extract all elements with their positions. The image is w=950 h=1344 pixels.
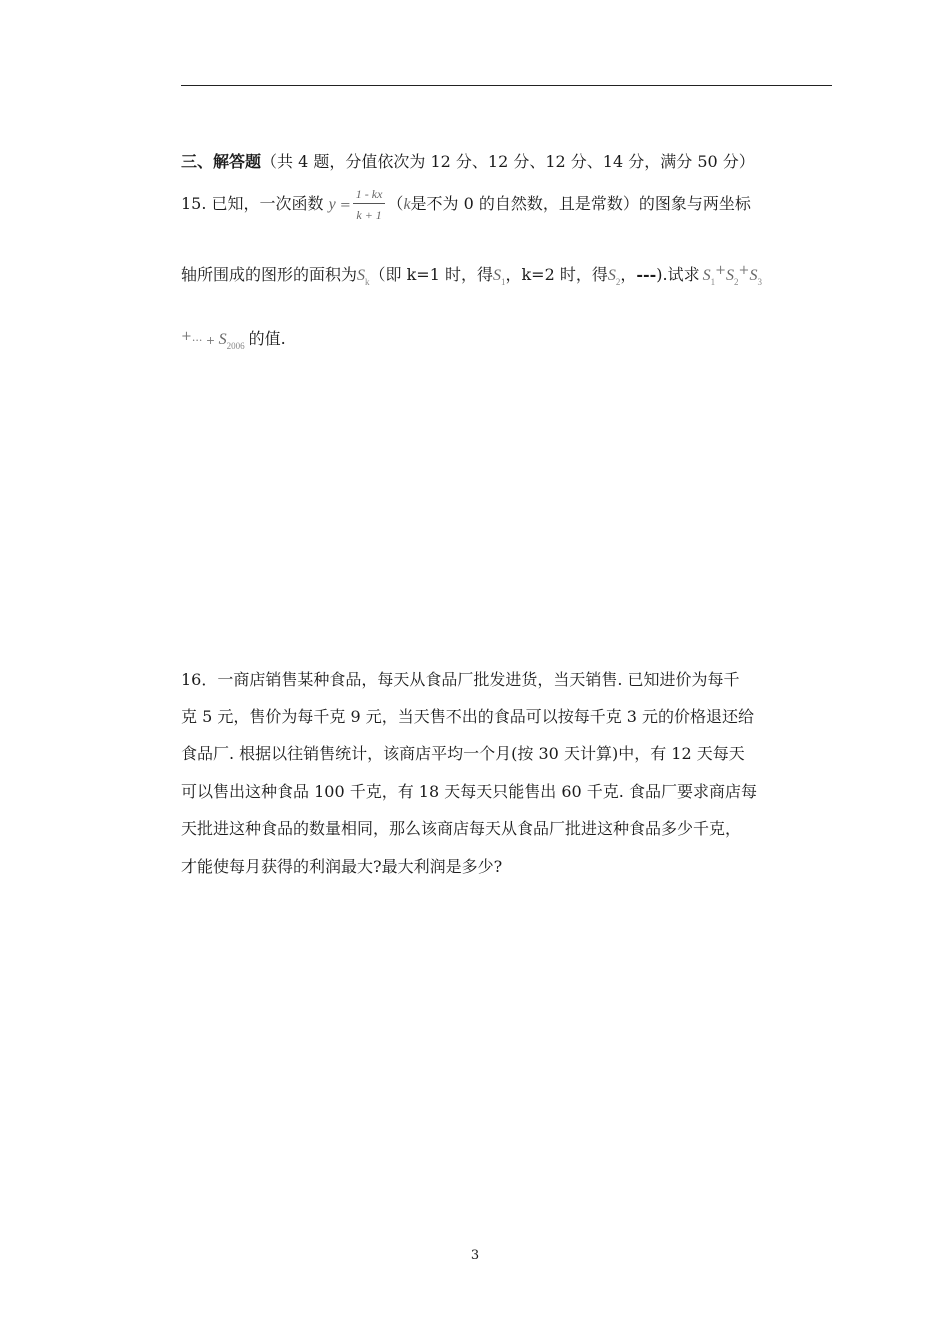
plus-2: +	[738, 263, 750, 278]
section-note: （共 4 题，分值依次为 12 分、12 分、12 分、14 分，满分 50 分）	[261, 152, 755, 171]
fraction-denominator: k + 1	[356, 208, 382, 222]
s-k: $S_k$	[357, 267, 370, 287]
paren-open: （	[387, 194, 404, 213]
plus-1: +	[715, 263, 727, 278]
q16-line-1: 16．一商店销售某种食品，每天从食品厂批发进货，当天销售. 已知进价为每千	[181, 670, 740, 689]
k-variable: k	[403, 196, 411, 213]
q15-line-3	[181, 327, 286, 356]
q16-line-2: 克 5 元，售价为每千克 9 元，当天售不出的食品可以按每千克 3 元的价格退还给	[181, 707, 755, 726]
q15-line2-b: （即 k=1 时，得	[369, 265, 493, 284]
q15-line-2	[181, 261, 762, 292]
page-number: 3	[470, 1248, 480, 1263]
q15-line2-c: ，k=2 时，得	[505, 265, 608, 284]
q16-line-6: 才能使每月获得的利润最大?最大利润是多少?	[181, 857, 503, 876]
q15-line3-end: 的值.	[248, 329, 286, 348]
q15-line2-a: 轴所围成的图形的面积为	[181, 265, 358, 284]
q15-line2-e: ).试求	[656, 265, 700, 284]
func-y: y	[328, 196, 336, 213]
s-1: $S_1$	[492, 267, 506, 287]
s-2: $S_2$	[607, 267, 621, 287]
q16-line-4: 可以售出这种食品 100 千克，有 18 天每天只能售出 60 千克. 食品厂要求商店每	[181, 782, 757, 801]
sum-s-3: $S_3$	[749, 267, 762, 287]
section-heading	[181, 152, 755, 172]
s-2006: $S_{2006}$	[218, 331, 245, 351]
q15-line2-d: ，	[620, 265, 637, 284]
q16-line-5: 天批进这种食品的数量相同，那么该商店每天从食品厂批进这种食品多少千克，	[181, 819, 742, 838]
fraction-numerator: 1 - kx	[353, 186, 386, 204]
q15-condition: 是不为 0 的自然数，且是常数）的图象与两坐标	[410, 194, 751, 213]
plus-3: +	[181, 329, 192, 344]
header-rule	[181, 85, 832, 86]
q15-line-1	[181, 186, 751, 223]
sum-s-2: $S_2$	[726, 267, 739, 287]
section-title: 三、解答题	[181, 152, 262, 171]
dashes: ---	[636, 265, 657, 284]
sum-s-1: $S_1$	[702, 267, 716, 287]
equals-sign: =	[335, 198, 351, 213]
ellipsis-plus: ··· +	[191, 334, 219, 347]
q16-line-3: 食品厂. 根据以往销售统计，该商店平均一个月(按 30 天计算)中，有 12 天每天	[181, 744, 745, 763]
fraction	[353, 186, 386, 223]
q15-prefix: 15. 已知，一次函数	[181, 194, 329, 213]
